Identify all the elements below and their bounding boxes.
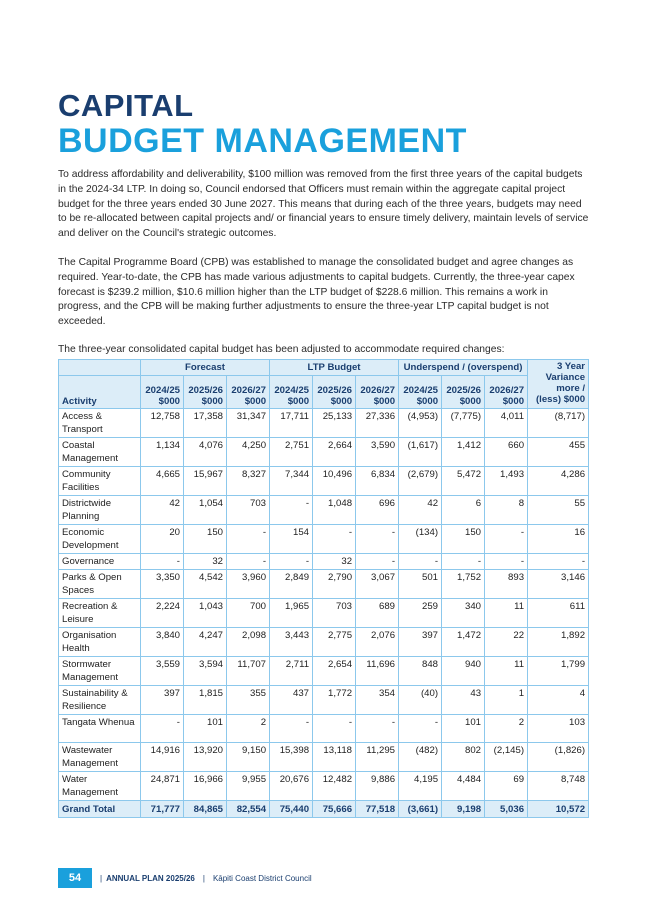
- table-row: [59, 554, 589, 570]
- column-header-year: 2026/27: [231, 385, 267, 396]
- footer-separator-2: |: [202, 873, 205, 883]
- value-cell: -: [313, 715, 356, 743]
- table-row: [59, 467, 589, 496]
- activity-cell: Wastewater Management: [59, 743, 141, 772]
- column-header-unit: $000: [416, 396, 439, 407]
- column-header-year: 2024/25: [274, 385, 310, 396]
- page-title-line2: BUDGET MANAGEMENT: [58, 122, 467, 160]
- grand-total-label: Grand Total: [59, 801, 141, 818]
- value-cell: 9,886: [356, 772, 399, 801]
- value-cell: 4,484: [442, 772, 485, 801]
- value-cell: 4,542: [184, 570, 227, 599]
- grand-total-cell: 71,777: [141, 801, 184, 818]
- activity-cell: Coastal Management: [59, 438, 141, 467]
- value-cell: (1,617): [399, 438, 442, 467]
- value-cell: 3,443: [270, 628, 313, 657]
- value-cell: 455: [528, 438, 589, 467]
- value-cell: (7,775): [442, 409, 485, 438]
- value-cell: 259: [399, 599, 442, 628]
- value-cell: 397: [141, 686, 184, 715]
- value-cell: 4: [528, 686, 589, 715]
- group-header-underspend: Underspend / (overspend): [399, 360, 528, 376]
- value-cell: 55: [528, 496, 589, 525]
- value-cell: (2,679): [399, 467, 442, 496]
- value-cell: 14,916: [141, 743, 184, 772]
- column-header-forecast-year: [184, 376, 227, 409]
- table-body: [59, 409, 589, 801]
- column-header-unit: $000: [244, 396, 267, 407]
- table-row: [59, 628, 589, 657]
- value-cell: 31,347: [227, 409, 270, 438]
- value-cell: 15,967: [184, 467, 227, 496]
- value-cell: (40): [399, 686, 442, 715]
- activity-cell: Parks & Open Spaces: [59, 570, 141, 599]
- value-cell: 1,472: [442, 628, 485, 657]
- value-cell: 2,224: [141, 599, 184, 628]
- column-header-ltp-year: [313, 376, 356, 409]
- activity-cell: Recreation & Leisure: [59, 599, 141, 628]
- value-cell: 703: [313, 599, 356, 628]
- value-cell: 8,748: [528, 772, 589, 801]
- value-cell: 354: [356, 686, 399, 715]
- value-cell: 689: [356, 599, 399, 628]
- column-header-row: [59, 376, 589, 409]
- value-cell: 6: [442, 496, 485, 525]
- activity-cell: Governance: [59, 554, 141, 570]
- page-footer: [58, 868, 312, 888]
- value-cell: -: [141, 554, 184, 570]
- grand-total-row: [59, 801, 589, 818]
- value-cell: 501: [399, 570, 442, 599]
- value-cell: 1,412: [442, 438, 485, 467]
- value-cell: 660: [485, 438, 528, 467]
- grand-total-cell: (3,661): [399, 801, 442, 818]
- activity-cell: Access & Transport: [59, 409, 141, 438]
- footer-document-title: ANNUAL PLAN 2025/26: [106, 873, 195, 883]
- value-cell: 1,772: [313, 686, 356, 715]
- value-cell: 3,840: [141, 628, 184, 657]
- value-cell: (8,717): [528, 409, 589, 438]
- value-cell: 11,707: [227, 657, 270, 686]
- grand-total-cell: 75,666: [313, 801, 356, 818]
- value-cell: -: [356, 715, 399, 743]
- value-cell: 3,590: [356, 438, 399, 467]
- value-cell: 3,960: [227, 570, 270, 599]
- value-cell: 17,358: [184, 409, 227, 438]
- value-cell: 2,664: [313, 438, 356, 467]
- column-header-unit: $000: [158, 396, 180, 407]
- value-cell: 4,286: [528, 467, 589, 496]
- value-cell: -: [270, 715, 313, 743]
- activity-cell: Stormwater Management: [59, 657, 141, 686]
- column-header-forecast-year: [141, 376, 184, 409]
- value-cell: 1: [485, 686, 528, 715]
- value-cell: 2,775: [313, 628, 356, 657]
- value-cell: 3,067: [356, 570, 399, 599]
- column-header-unit: $000: [502, 396, 525, 407]
- value-cell: 4,195: [399, 772, 442, 801]
- group-header-variance: 3 Year Variance more / (less) $000: [528, 360, 589, 409]
- value-cell: 69: [485, 772, 528, 801]
- activity-cell: Community Facilities: [59, 467, 141, 496]
- value-cell: 16: [528, 525, 589, 554]
- value-cell: 8: [485, 496, 528, 525]
- column-header-year: 2025/26: [446, 385, 482, 396]
- group-header-ltp-budget: LTP Budget: [270, 360, 399, 376]
- value-cell: 4,076: [184, 438, 227, 467]
- value-cell: 1,493: [485, 467, 528, 496]
- value-cell: 11,696: [356, 657, 399, 686]
- value-cell: 703: [227, 496, 270, 525]
- value-cell: 696: [356, 496, 399, 525]
- column-header-unit: $000: [373, 396, 396, 407]
- value-cell: 848: [399, 657, 442, 686]
- value-cell: 340: [442, 599, 485, 628]
- value-cell: -: [227, 554, 270, 570]
- activity-cell: Sustainability & Resilience: [59, 686, 141, 715]
- value-cell: 154: [270, 525, 313, 554]
- value-cell: 893: [485, 570, 528, 599]
- column-header-year: 2026/27: [489, 385, 525, 396]
- value-cell: -: [528, 554, 589, 570]
- footer-organisation: Kāpiti Coast District Council: [212, 873, 312, 883]
- value-cell: 42: [399, 496, 442, 525]
- value-cell: 101: [442, 715, 485, 743]
- value-cell: 700: [227, 599, 270, 628]
- value-cell: 2,076: [356, 628, 399, 657]
- footer-separator: |: [100, 873, 103, 883]
- value-cell: 42: [141, 496, 184, 525]
- value-cell: 1,043: [184, 599, 227, 628]
- value-cell: 11: [485, 657, 528, 686]
- value-cell: 22: [485, 628, 528, 657]
- activity-cell: Tangata Whenua: [59, 715, 141, 743]
- value-cell: 13,920: [184, 743, 227, 772]
- value-cell: 9,150: [227, 743, 270, 772]
- value-cell: 15,398: [270, 743, 313, 772]
- value-cell: 25,133: [313, 409, 356, 438]
- value-cell: 437: [270, 686, 313, 715]
- value-cell: 2: [227, 715, 270, 743]
- table-row: [59, 715, 589, 743]
- value-cell: -: [313, 525, 356, 554]
- value-cell: (4,953): [399, 409, 442, 438]
- value-cell: 2,711: [270, 657, 313, 686]
- value-cell: 2,751: [270, 438, 313, 467]
- grand-total-cell: 75,440: [270, 801, 313, 818]
- value-cell: 1,815: [184, 686, 227, 715]
- table-row: [59, 743, 589, 772]
- group-header-row: [59, 360, 589, 376]
- value-cell: (134): [399, 525, 442, 554]
- value-cell: -: [399, 715, 442, 743]
- activity-cell: Organisation Health: [59, 628, 141, 657]
- column-header-activity: Activity: [59, 376, 141, 409]
- value-cell: 13,118: [313, 743, 356, 772]
- value-cell: 11,295: [356, 743, 399, 772]
- grand-total-cell: 77,518: [356, 801, 399, 818]
- value-cell: -: [442, 554, 485, 570]
- value-cell: 1,965: [270, 599, 313, 628]
- value-cell: 6,834: [356, 467, 399, 496]
- value-cell: 3,146: [528, 570, 589, 599]
- value-cell: -: [485, 554, 528, 570]
- value-cell: 1,054: [184, 496, 227, 525]
- value-cell: 940: [442, 657, 485, 686]
- table-row: [59, 657, 589, 686]
- value-cell: -: [485, 525, 528, 554]
- value-cell: -: [356, 525, 399, 554]
- activity-cell: Economic Development: [59, 525, 141, 554]
- table-row: [59, 570, 589, 599]
- value-cell: 1,799: [528, 657, 589, 686]
- table-row: [59, 438, 589, 467]
- grand-total-cell: 9,198: [442, 801, 485, 818]
- value-cell: 8,327: [227, 467, 270, 496]
- cpb-paragraph: The Capital Programme Board (CPB) was established to manage the consolidated budget and agree changes as required. Year-to-date, the CPB has made various adjustments to capital budgets. Currently, the three-year capex forecast is $239.2 million, $10.6 million higher than the LTP budget of $228.6 million. This remains a work in progress, and the CPB will be making further adjustments to ensure the three-year LTP capital budget is not exceeded.: [58, 257, 575, 328]
- table-row: [59, 409, 589, 438]
- value-cell: 16,966: [184, 772, 227, 801]
- column-header-unit: $000: [287, 396, 310, 407]
- value-cell: 43: [442, 686, 485, 715]
- value-cell: 2,849: [270, 570, 313, 599]
- value-cell: -: [141, 715, 184, 743]
- column-header-under-year: [442, 376, 485, 409]
- column-header-year: 2026/27: [360, 385, 396, 396]
- value-cell: -: [399, 554, 442, 570]
- value-cell: 17,711: [270, 409, 313, 438]
- value-cell: 4,250: [227, 438, 270, 467]
- table-intro-paragraph: The three-year consolidated capital budget has been adjusted to accommodate required changes:: [58, 344, 505, 355]
- column-header-year: 2024/25: [145, 385, 180, 396]
- grand-total-cell: 10,572: [528, 801, 589, 818]
- column-header-ltp-year: [270, 376, 313, 409]
- value-cell: 27,336: [356, 409, 399, 438]
- table-row: [59, 772, 589, 801]
- table-row: [59, 599, 589, 628]
- value-cell: 20: [141, 525, 184, 554]
- value-cell: 4,247: [184, 628, 227, 657]
- value-cell: (482): [399, 743, 442, 772]
- value-cell: 32: [184, 554, 227, 570]
- grand-total-cell: 84,865: [184, 801, 227, 818]
- value-cell: 2: [485, 715, 528, 743]
- value-cell: -: [270, 496, 313, 525]
- grand-total-cell: 5,036: [485, 801, 528, 818]
- column-header-forecast-year: [227, 376, 270, 409]
- value-cell: 12,482: [313, 772, 356, 801]
- value-cell: 150: [442, 525, 485, 554]
- column-header-year: 2025/26: [188, 385, 223, 396]
- value-cell: 2,654: [313, 657, 356, 686]
- value-cell: 2,098: [227, 628, 270, 657]
- value-cell: 4,011: [485, 409, 528, 438]
- value-cell: 3,350: [141, 570, 184, 599]
- activity-cell: Districtwide Planning: [59, 496, 141, 525]
- column-header-ltp-year: [356, 376, 399, 409]
- value-cell: 10,496: [313, 467, 356, 496]
- column-header-unit: $000: [459, 396, 482, 407]
- value-cell: 1,892: [528, 628, 589, 657]
- capital-budget-table: [58, 359, 589, 818]
- value-cell: 2,790: [313, 570, 356, 599]
- value-cell: 3,559: [141, 657, 184, 686]
- intro-paragraph: To address affordability and deliverability, $100 million was removed from the first three years of the capital budgets in the 2024-34 LTP. In doing so, Council endorsed that Officers must remain within the aggregate capital project budget for the three years ended 30 June 2027. This means that during each of the three years, budgets may need to be re-allocated between capital projects and/ or financial years to ensure timely delivery, maintain levels of service and deliver on the Council's strategic outcomes.: [58, 169, 589, 240]
- value-cell: (1,826): [528, 743, 589, 772]
- value-cell: 103: [528, 715, 589, 743]
- value-cell: 4,665: [141, 467, 184, 496]
- value-cell: 24,871: [141, 772, 184, 801]
- value-cell: -: [356, 554, 399, 570]
- page-title-line1: CAPITAL: [58, 88, 194, 123]
- value-cell: 11: [485, 599, 528, 628]
- value-cell: 397: [399, 628, 442, 657]
- value-cell: 101: [184, 715, 227, 743]
- value-cell: 20,676: [270, 772, 313, 801]
- table-row: [59, 496, 589, 525]
- activity-cell: Water Management: [59, 772, 141, 801]
- value-cell: 12,758: [141, 409, 184, 438]
- page-number: 54: [58, 868, 92, 888]
- group-header-forecast: Forecast: [141, 360, 270, 376]
- column-header-unit: $000: [330, 396, 353, 407]
- value-cell: (2,145): [485, 743, 528, 772]
- value-cell: 1,134: [141, 438, 184, 467]
- value-cell: 5,472: [442, 467, 485, 496]
- value-cell: 611: [528, 599, 589, 628]
- value-cell: 32: [313, 554, 356, 570]
- value-cell: -: [270, 554, 313, 570]
- value-cell: 802: [442, 743, 485, 772]
- column-header-year: 2024/25: [403, 385, 439, 396]
- value-cell: 355: [227, 686, 270, 715]
- value-cell: 9,955: [227, 772, 270, 801]
- table-row: [59, 525, 589, 554]
- value-cell: 1,048: [313, 496, 356, 525]
- column-header-under-year: [485, 376, 528, 409]
- value-cell: 150: [184, 525, 227, 554]
- column-header-year: 2025/26: [317, 385, 353, 396]
- table-row: [59, 686, 589, 715]
- column-header-unit: $000: [201, 396, 223, 407]
- value-cell: -: [227, 525, 270, 554]
- grand-total-cell: 82,554: [227, 801, 270, 818]
- column-header-under-year: [399, 376, 442, 409]
- value-cell: 1,752: [442, 570, 485, 599]
- group-header-blank: [59, 360, 141, 376]
- value-cell: 7,344: [270, 467, 313, 496]
- value-cell: 3,594: [184, 657, 227, 686]
